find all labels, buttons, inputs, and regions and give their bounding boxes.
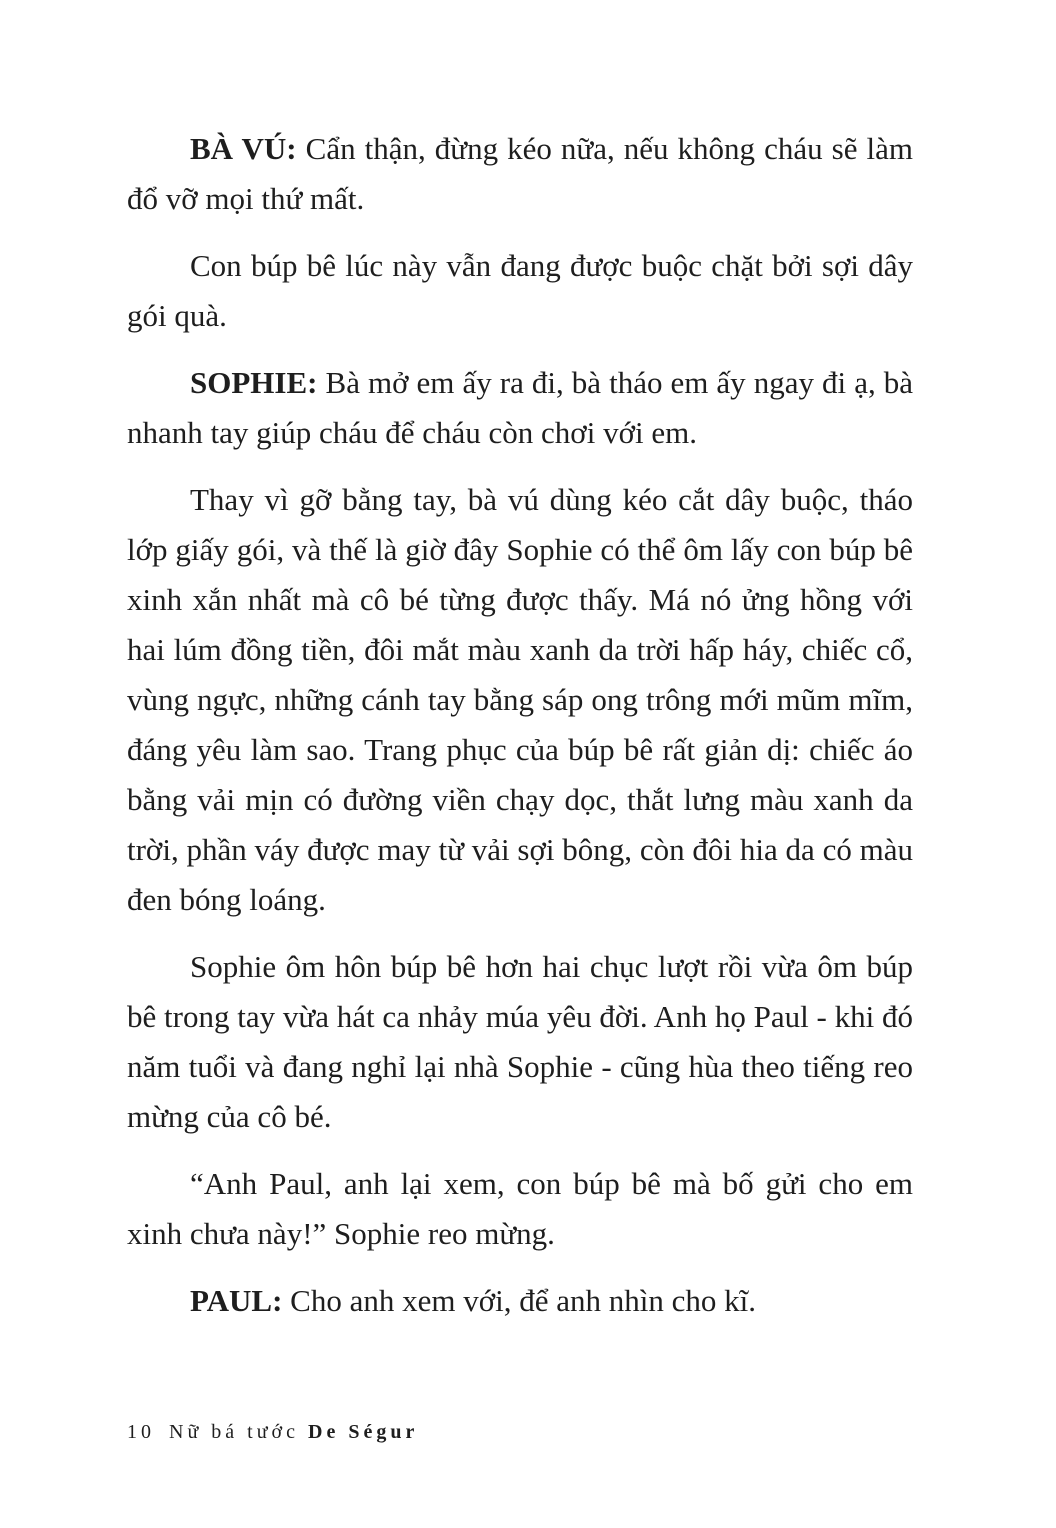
narration-paragraph <box>127 942 913 1142</box>
narration-paragraph <box>127 475 913 925</box>
running-footer <box>127 1421 418 1444</box>
narration-text: Con búp bê lúc này vẫn đang được buộc chặt bởi sợi dây gói quà. <box>127 248 913 333</box>
narration-paragraph <box>127 1159 913 1259</box>
dialogue-text: Cho anh xem với, để anh nhìn cho kĩ. <box>282 1283 756 1318</box>
narration-text: Sophie ôm hôn búp bê hơn hai chục lượt rồi vừa ôm búp bê trong tay vừa hát ca nhảy múa yêu đời. Anh họ Paul - khi đó năm tuổi và đang nghỉ lại nhà Sophie - cũng hùa theo tiếng reo mừng của cô bé. <box>127 949 913 1134</box>
dialogue-paragraph-ba-vu <box>127 124 913 224</box>
narration-text: Thay vì gỡ bằng tay, bà vú dùng kéo cắt dây buộc, tháo lớp giấy gói, và thế là giờ đây Sophie có thể ôm lấy con búp bê xinh xắn nhất mà cô bé từng được thấy. Má nó ửng hồng với hai lúm đồng tiền, đôi mắt màu xanh da trời hấp háy, chiếc cổ, vùng ngực, những cánh tay bằng sáp ong trông mới mũm mĩm, đáng yêu làm sao. Trang phục của búp bê rất giản dị: chiếc áo bằng vải mịn có đường viền chạy dọc, thắt lưng màu xanh da trời, phần váy được may từ vải sợi bông, còn đôi hia da có màu đen bóng loáng. <box>127 482 913 917</box>
narration-paragraph <box>127 241 913 341</box>
book-title-prefix: Nữ bá tước <box>169 1421 309 1443</box>
speaker-label: SOPHIE: <box>190 365 318 400</box>
narration-text: “Anh Paul, anh lại xem, con búp bê mà bố gửi cho em xinh chưa này!” Sophie reo mừng. <box>127 1166 913 1251</box>
speaker-label: BÀ VÚ: <box>190 131 297 166</box>
dialogue-paragraph-paul <box>127 1276 913 1326</box>
body-text <box>127 124 913 1343</box>
dialogue-paragraph-sophie <box>127 358 913 458</box>
dialogue-text: Bà mở em ấy ra đi, bà tháo em ấy ngay đi ạ, bà nhanh tay giúp cháu để cháu còn chơi với em. <box>127 365 913 450</box>
dialogue-text: Cẩn thận, đừng kéo nữa, nếu không cháu sẽ làm đổ vỡ mọi thứ mất. <box>127 131 913 216</box>
speaker-label: PAUL: <box>190 1283 283 1318</box>
author-name: De Ségur <box>308 1421 419 1443</box>
page-number: 10 <box>127 1421 155 1443</box>
